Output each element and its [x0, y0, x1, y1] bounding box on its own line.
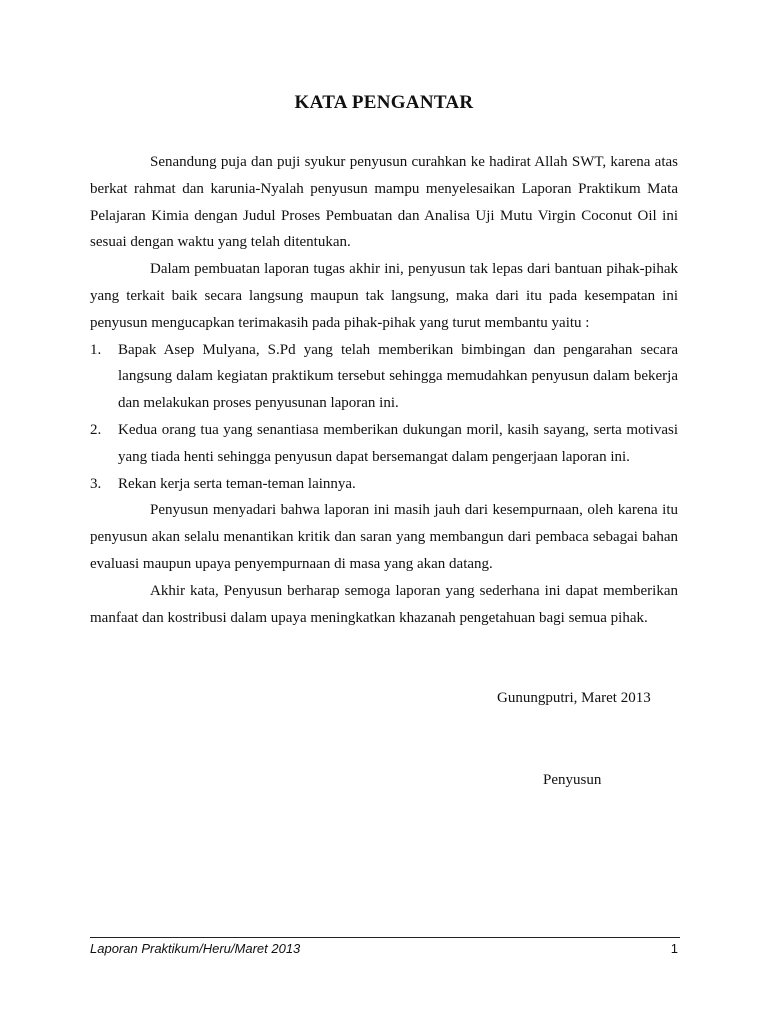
list-item [90, 471, 678, 498]
list-item-number: 2. [90, 421, 102, 438]
footer-text: Laporan Praktikum/Heru/Maret 2013 [90, 941, 301, 956]
list-item [90, 417, 678, 471]
list-item-number: 1. [90, 341, 102, 358]
footer-divider [90, 937, 680, 938]
list-item [90, 337, 678, 417]
signer-label: Penyusun [543, 772, 602, 788]
place-date: Gunungputri, Maret 2013 [497, 690, 651, 706]
list-item-text: Rekan kerja serta teman-teman lainnya. [118, 475, 356, 492]
list-item-text: Kedua orang tua yang senantiasa memberikan dukungan moril, kasih sayang, serta motivasi yang tiada henti sehingga penyusun dapat bersemangat dalam pengerjaan laporan ini. [118, 421, 678, 465]
paragraph-opening: Senandung puja dan puji syukur penyusun curahkan ke hadirat Allah SWT, karena atas berkat rahmat dan karunia-Nyalah penyusun mampu menyelesaikan Laporan Praktikum Mata Pelajaran Kimia dengan Judul Proses Pembuatan dan Analisa Uji Mutu Virgin Coconut Oil ini sesuai dengan waktu yang telah ditentukan. [90, 154, 678, 251]
paragraph-closing: Akhir kata, Penyusun berharap semoga laporan yang sederhana ini dapat memberikan manfaat dan kostribusi dalam upaya meningkatkan khazanah pengetahuan bagi semua pihak. [90, 582, 678, 626]
page-number: 1 [670, 941, 678, 956]
page-title: KATA PENGANTAR [294, 92, 474, 113]
list-item-number: 3. [90, 475, 102, 492]
paragraph-acknowledgement-intro: Dalam pembuatan laporan tugas akhir ini, penyusun tak lepas dari bantuan pihak-pihak yang terkait baik secara langsung maupun tak langsung, maka dari itu pada kesempatan ini penyusun mengucapkan terimakasih pada pihak-pihak yang turut membantu yaitu : [90, 261, 678, 331]
paragraph-imperfection: Penyusun menyadari bahwa laporan ini masih jauh dari kesempurnaan, oleh karena itu penyusun akan selalu menantikan kritik dan saran yang membangun dari pembaca sebagai bahan evaluasi maupun upaya penyempurnaan di masa yang akan datang. [90, 502, 678, 572]
list-item-text: Bapak Asep Mulyana, S.Pd yang telah memberikan bimbingan dan pengarahan secara langsung dalam kegiatan praktikum tersebut sehingga memudahkan penyusun dalam bekerja dan melakukan proses penyusunan laporan ini. [118, 341, 678, 412]
document-body [90, 149, 678, 631]
acknowledgement-list [90, 337, 678, 498]
